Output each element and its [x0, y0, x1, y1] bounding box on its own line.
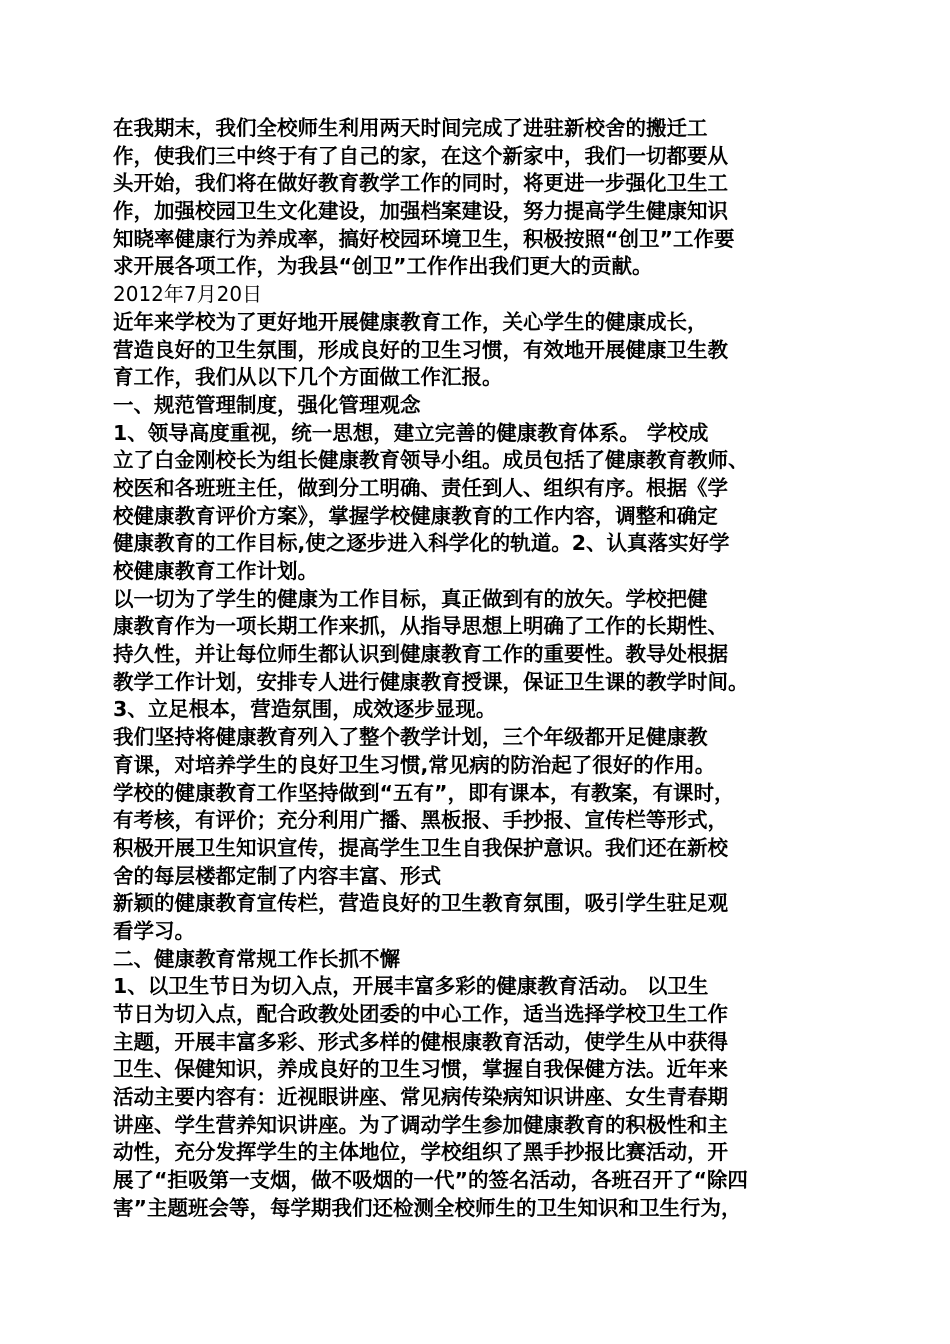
text-line: 卫生、保健知识，养成良好的卫生习惯，掌握自我保健方法。近年来: [113, 1057, 728, 1082]
text-line: 健康教育的工作目标,使之逐步进入科学化的轨道。2、认真落实好学: [113, 531, 730, 556]
text-line: 头开始，我们将在做好教育教学工作的同时，将更进一步强化卫生工: [113, 171, 728, 196]
text-line: 我们坚持将健康教育列入了整个教学计划，三个年级都开足健康教: [113, 725, 708, 750]
text-line: 1、领导高度重视，统一思想，建立完善的健康教育体系。 学校成: [113, 420, 709, 445]
text-line: 作，加强校园卫生文化建设，加强档案建设，努力提高学生健康知识: [113, 199, 728, 224]
text-line: 害”主题班会等，每学期我们还检测全校师生的卫生知识和卫生行为，: [113, 1195, 742, 1220]
text-line: 有考核，有评价；充分利用广播、黑板报、手抄报、宣传栏等形式，: [113, 808, 728, 833]
text-line: 作，使我们三中终于有了自己的家，在这个新家中，我们一切都要从: [113, 143, 728, 168]
text-line: 舍的每层楼都定制了内容丰富、形式: [113, 863, 441, 888]
text-line: 校健康教育工作计划。: [113, 559, 318, 583]
text-line: 持久性，并让每位师生都认识到健康教育工作的重要性。教导处根据: [113, 642, 728, 667]
text-line: 新颖的健康教育宣传栏，营造良好的卫生教育氛围，吸引学生驻足观: [113, 891, 728, 916]
text-line: 活动主要内容有：近视眼讲座、常见病传染病知识讲座、女生青春期: [113, 1085, 728, 1110]
document-body: [113, 116, 853, 1224]
text-line: 1、以卫生节日为切入点，开展丰富多彩的健康教育活动。 以卫生: [113, 974, 709, 999]
text-line: 营造良好的卫生氛围，形成良好的卫生习惯，有效地开展健康卫生教: [113, 337, 728, 362]
section-heading: 一、规范管理制度，强化管理观念: [113, 392, 421, 417]
text-line: 求开展各项工作，为我县“创卫”工作作出我们更大的贡献。: [113, 254, 653, 279]
text-line: 育课，对培养学生的良好卫生习惯,常见病的防治起了很好的作用。: [113, 752, 716, 777]
text-line: 校医和各班班主任，做到分工明确、责任到人、组织有序。根据《学: [113, 475, 728, 500]
text-line: 讲座、学生营养知识讲座。为了调动学生参加健康教育的积极性和主: [113, 1112, 728, 1137]
text-line: 近年来学校为了更好地开展健康教育工作，关心学生的健康成长，: [113, 309, 708, 334]
text-line: 积极开展卫生知识宣传，提高学生卫生自我保护意识。我们还在新校: [113, 835, 728, 860]
subsection-heading: 3、立足根本，营造氛围，成效逐步显现。: [113, 697, 497, 722]
text-line: 主题，开展丰富多彩、形式多样的健根康教育活动，使学生从中获得: [113, 1029, 728, 1054]
text-line: 节日为切入点，配合政教处团委的中心工作，适当选择学校卫生工作: [113, 1002, 728, 1026]
text-line: 知晓率健康行为养成率，搞好校园环境卫生，积极按照“创卫”工作要: [113, 226, 735, 251]
text-line: 校健康教育评价方案》，掌握学校健康教育的工作内容，调整和确定: [113, 503, 718, 528]
section-heading: 二、健康教育常规工作长抓不懈: [113, 946, 400, 971]
text-line: 动性，充分发挥学生的主体地位，学校组织了黑手抄报比赛活动，开: [113, 1140, 728, 1165]
text-line: 育工作，我们从以下几个方面做工作汇报。: [113, 365, 503, 390]
text-line: 看学习。: [113, 918, 195, 943]
text-line: 在我期末，我们全校师生利用两天时间完成了进驻新校舍的搬迁工: [113, 116, 708, 140]
text-line: 以一切为了学生的健康为工作目标，真正做到有的放矢。学校把健: [113, 586, 708, 611]
text-line: 立了白金刚校长为组长健康教育领导小组。成员包括了健康教育教师、: [113, 448, 749, 473]
text-line: 展了“拒吸第一支烟，做不吸烟的一代”的签名活动，各班召开了“除四: [113, 1168, 748, 1193]
text-line: 康教育作为一项长期工作来抓，从指导思想上明确了工作的长期性、: [113, 614, 728, 639]
text-line: 学校的健康教育工作坚持做到“五有”，即有课本，有教案，有课时，: [113, 780, 735, 805]
text-line: 教学工作计划，安排专人进行健康教育授课，保证卫生课的教学时间。: [113, 669, 749, 694]
date-line: 2012年7月20日: [113, 282, 263, 307]
